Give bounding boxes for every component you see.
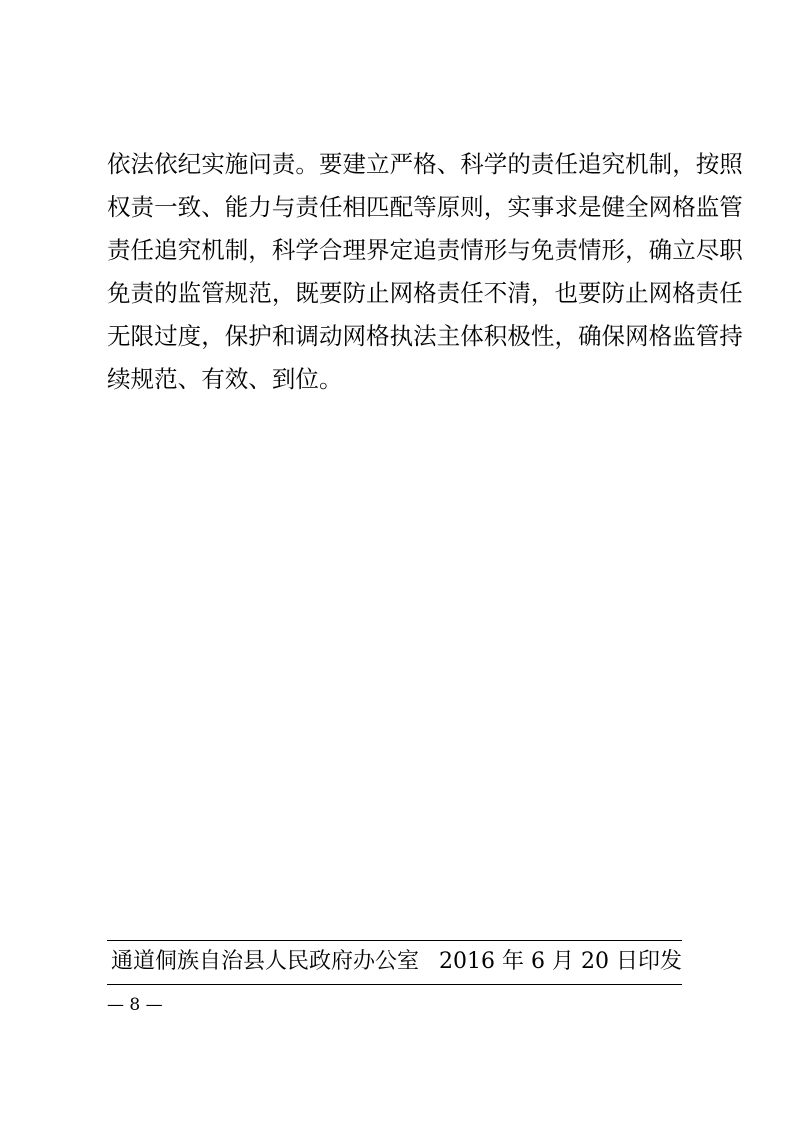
issue-date: 2016 年 6 月 20 日印发	[439, 949, 682, 974]
imprint-block	[107, 940, 682, 985]
body-line: 责任追究机制，科学合理界定追责情形与免责情形，确立尽职	[107, 236, 743, 264]
body-line: 续规范、有效、到位。	[107, 365, 343, 393]
body-line: 权责一致、能力与责任相匹配等原则，实事求是健全网格监管	[107, 193, 743, 221]
body-line: 无限过度，保护和调动网格执法主体积极性，确保网格监管持	[107, 322, 743, 350]
body-paragraph	[107, 143, 743, 401]
body-line: 依法依纪实施问责。要建立严格、科学的责任追究机制，按照	[107, 150, 743, 178]
issuing-organization: 通道侗族自治县人民政府办公室	[111, 949, 420, 974]
page-number: — 8 —	[107, 995, 163, 1015]
body-line: 免责的监管规范，既要防止网格责任不清，也要防止网格责任	[107, 279, 743, 307]
